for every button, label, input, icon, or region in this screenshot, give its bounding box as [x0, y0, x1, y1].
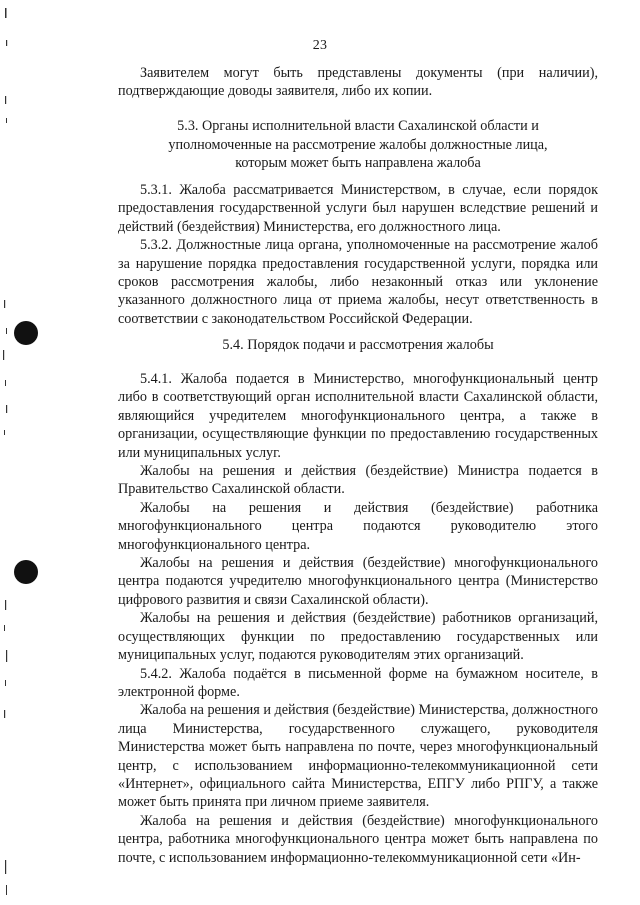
- paragraph: 5.4.2. Жалоба подаётся в письменной форме на бумажном носителе, в электронной форме.: [118, 665, 598, 700]
- section-heading-5-4: [118, 336, 598, 355]
- paragraph: Жалобы на решения и действия (бездействие) Министра подается в Правительство Сахалинской области.: [118, 463, 598, 498]
- paragraph: Жалоба на решения и действия (бездействие) Министерства, должностного лица Министерства, государственного служащего, руководителя Министерства может быть направлена по почте, через многофункциональный центр, с использованием информационно-телекоммуникационной сети «Интернет», официального сайта Министерства, ЕПГУ либо РПГУ, а также может быть принята при личном приеме заявителя.: [118, 702, 598, 811]
- paragraph: Жалоба на решения и действия (бездействие) многофункционального центра, работника многофункционального центра может быть направлена по почте, с использованием информационно-телекоммуникационной сети «Ин-: [118, 812, 598, 866]
- paragraph: 5.3.1. Жалоба рассматривается Министерством, в случае, если порядок предоставления государственной услуги был нарушен вследствие решений и действий (бездействия) Министерства, его должностного лица.: [118, 182, 598, 235]
- section-5-3-body: [118, 181, 598, 328]
- paragraph: Жалобы на решения и действия (бездействие) многофункционального центра подаются учредителю многофункционального центра (Министерство цифрового развития и связи Сахалинской области).: [118, 555, 598, 608]
- section-5-4-body: [118, 370, 598, 867]
- heading-line: уполномоченные на рассмотрение жалобы должностные лица,: [168, 136, 548, 153]
- scan-edge-marks: [0, 0, 40, 905]
- paragraph: Жалобы на решения и действия (бездействие) работников организаций, осуществляющих функции по предоставлению государственных или муниципальных услуг, подаются руководителям этих организаций.: [118, 610, 598, 664]
- paragraph: 5.3.2. Должностные лица органа, уполномоченные на рассмотрение жалоб за нарушение порядка предоставления государственной услуги, порядка или сроков рассмотрения жалобы, либо незаконный отказ или уклонение указанного должностного лица от приема жалобы, несут ответственность в соответствии с законодательством Российской Федерации.: [118, 237, 598, 327]
- paragraph: 5.4.1. Жалоба подается в Министерство, многофункциональный центр либо в соответствующий орган исполнительной власти Сахалинской области, являющийся учредителем многофункционального центра, а также в организации, осуществляющие функции по предоставлению государственных или муниципальных услуг.: [118, 371, 598, 461]
- heading-line: 5.3. Органы исполнительной власти Сахалинской области и: [177, 118, 539, 134]
- section-heading-5-3: [118, 117, 598, 173]
- heading-line: которым может быть направлена жалоба: [235, 155, 481, 172]
- intro-text: [118, 64, 598, 101]
- punch-hole-top: [14, 321, 38, 345]
- page-number: 23: [312, 38, 328, 53]
- heading-line: 5.4. Порядок подачи и рассмотрения жалобы: [222, 337, 494, 353]
- paragraph: Жалобы на решения и действия (бездействие) работника многофункционального центра подаются руководителю этого многофункционального центра.: [118, 499, 598, 553]
- paragraph: Заявителем могут быть представлены документы (при наличии), подтверждающие доводы заявителя, либо их копии.: [118, 65, 598, 100]
- punch-hole-bottom: [14, 560, 38, 584]
